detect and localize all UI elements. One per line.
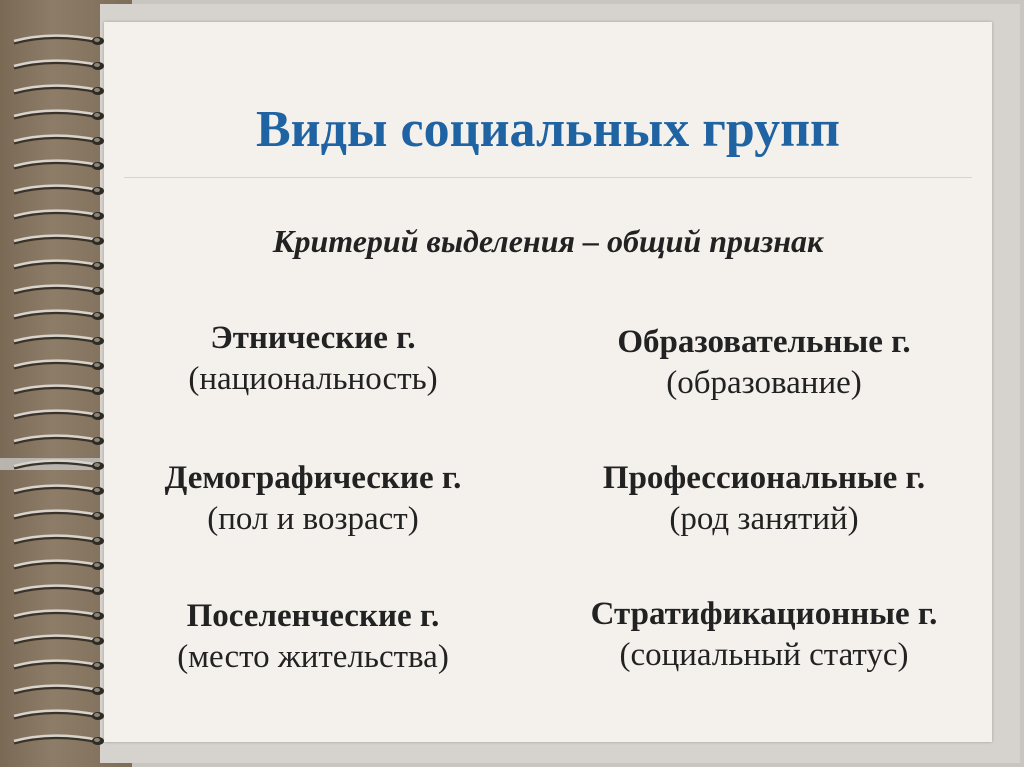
slide-title: Виды социальных групп [255,101,840,158]
spiral-ring-icon [0,84,110,98]
group-criterion: (национальность) [188,361,438,397]
slide-subtitle: Критерий выделения – общий признак [272,223,824,259]
spiral-ring-icon [0,409,110,423]
spiral-ring-icon [0,209,110,223]
spiral-ring-icon [0,484,110,498]
group-name: Профессиональные г. [602,460,926,496]
spiral-ring-icon [0,384,110,398]
spiral-ring-icon [0,309,110,323]
group-name: Демографические г. [164,460,462,496]
spiral-ring-icon [0,134,110,148]
spiral-ring-icon [0,609,110,623]
group-name: Стратификационные г. [590,596,938,632]
spiral-ring-icon [0,509,110,523]
group-educational [544,322,984,404]
spiral-ring-icon [0,284,110,298]
spiral-ring-icon [0,334,110,348]
spiral-ring-icon [0,34,110,48]
group-criterion: (образование) [666,365,862,401]
spiral-ring-icon [0,234,110,248]
group-name: Образовательные г. [617,324,911,360]
group-criterion: (род занятий) [669,501,859,537]
group-criterion: (социальный статус) [619,637,909,673]
spiral-ring-icon [0,159,110,173]
spiral-ring-icon [0,659,110,673]
group-demographic [93,458,533,540]
spiral-ring-icon [0,709,110,723]
title-divider [124,177,972,178]
spiral-ring-icon [0,109,110,123]
group-name: Этнические г. [210,320,416,356]
spiral-ring-icon [0,59,110,73]
spiral-ring-icon [0,684,110,698]
group-stratification [544,594,984,676]
group-criterion: (место жительства) [177,639,449,675]
spiral-ring-icon [0,734,110,748]
spiral-ring-icon [0,459,110,473]
spiral-ring-icon [0,559,110,573]
group-name: Поселенческие г. [186,598,440,634]
spiral-ring-icon [0,534,110,548]
group-criterion: (пол и возраст) [207,501,419,537]
group-professional [544,458,984,540]
spiral-ring-icon [0,434,110,448]
spiral-ring-icon [0,359,110,373]
group-ethnic [93,318,533,400]
spiral-ring-icon [0,634,110,648]
spiral-ring-icon [0,184,110,198]
spiral-ring-icon [0,584,110,598]
spiral-ring-icon [0,259,110,273]
group-settlement [93,596,533,678]
